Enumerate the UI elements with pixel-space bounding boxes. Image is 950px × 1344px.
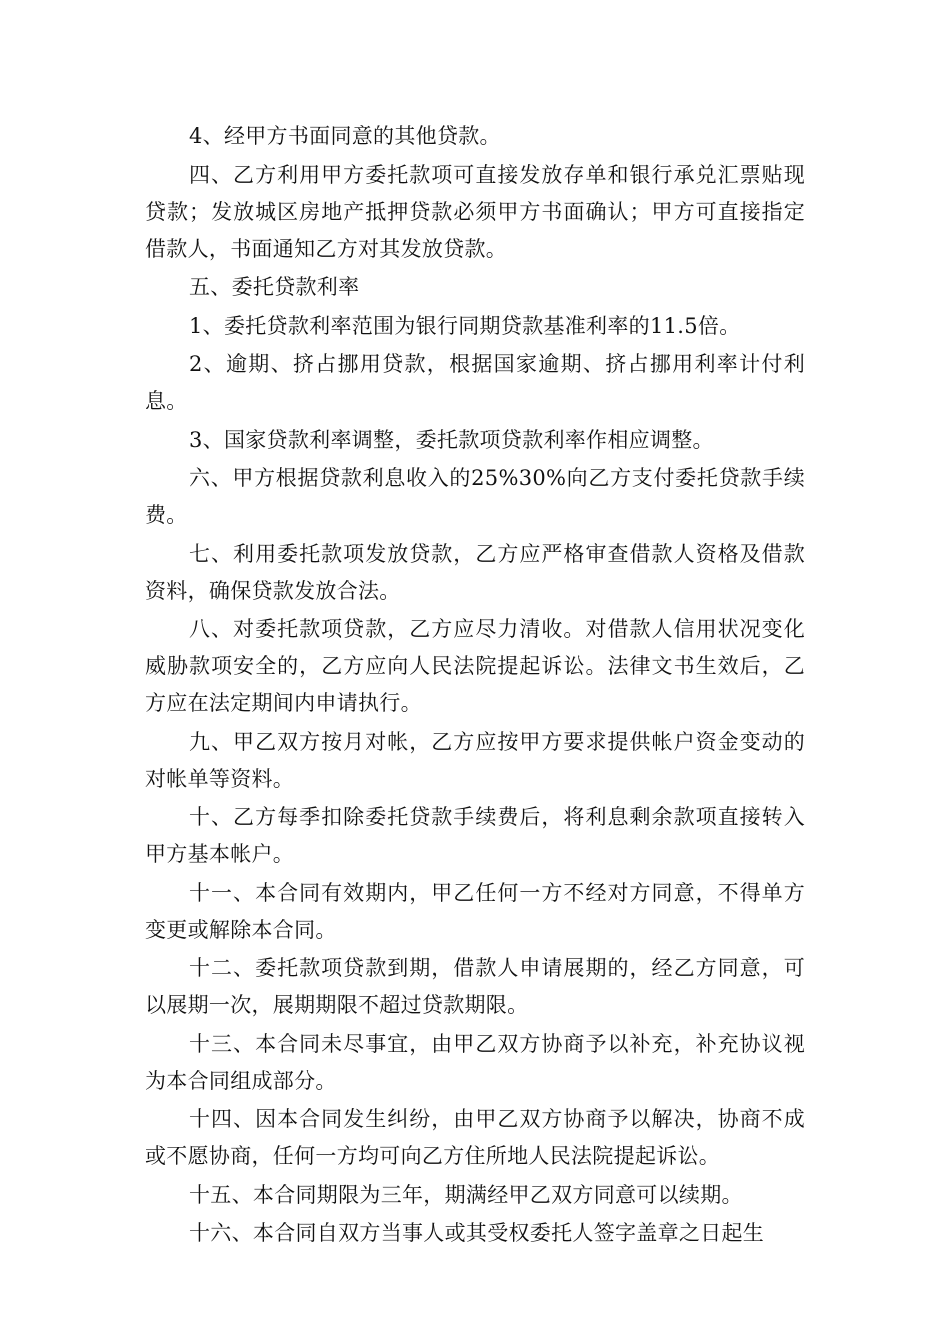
paragraph-clause-5-item-2: 2、逾期、挤占挪用贷款，根据国家逾期、挤占挪用利率计付利息。	[145, 352, 805, 413]
paragraph-clause-15: 十五、本合同期限为三年，期满经甲乙双方同意可以续期。	[189, 1182, 743, 1207]
paragraph-clause-9: 九、甲乙双方按月对帐，乙方应按甲方要求提供帐户资金变动的对帐单等资料。	[145, 729, 805, 791]
paragraph-clause-14: 十四、因本合同发生纠纷，由甲乙双方协商予以解决，协商不成或不愿协商，任何一方均可向乙方住所地人民法院提起诉讼。	[145, 1107, 805, 1168]
paragraph-clause-4-item: 4、经甲方书面同意的其他贷款。	[189, 124, 501, 148]
paragraph-clause-10: 十、乙方每季扣除委托贷款手续费后，将利息剩余款项直接转入甲方基本帐户。	[145, 805, 805, 866]
paragraph-clause-11: 十一、本合同有效期内，甲乙任何一方不经对方同意，不得单方变更或解除本合同。	[145, 880, 805, 942]
document-body	[145, 118, 805, 1254]
paragraph-clause-5-item-1: 1、委托贷款利率范围为银行同期贷款基准利率的11.5倍。	[189, 313, 741, 338]
paragraph-clause-7: 七、利用委托款项发放贷款，乙方应严格审查借款人资格及借款资料，确保贷款发放合法。	[145, 541, 805, 603]
paragraph-clause-5-heading: 五、委托贷款利率	[189, 275, 360, 299]
paragraph-clause-13: 十三、本合同未尽事宜，由甲乙双方协商予以补充，补充协议视为本合同组成部分。	[145, 1031, 805, 1093]
paragraph-clause-5-item-3: 3、国家贷款利率调整，委托款项贷款利率作相应调整。	[189, 427, 714, 452]
paragraph-clause-16: 十六、本合同自双方当事人或其受权委托人签字盖章之日起生	[189, 1221, 765, 1245]
paragraph-clause-4: 四、乙方利用甲方委托款项可直接发放存单和银行承兑汇票贴现贷款；发放城区房地产抵押贷款必须甲方书面确认；甲方可直接指定借款人，书面通知乙方对其发放贷款。	[145, 162, 805, 261]
paragraph-clause-8: 八、对委托款项贷款，乙方应尽力清收。对借款人信用状况变化威胁款项安全的，乙方应向人民法院提起诉讼。法律文书生效后，乙方应在法定期间内申请执行。	[145, 617, 805, 715]
paragraph-clause-6: 六、甲方根据贷款利息收入的25%30%向乙方支付委托贷款手续费。	[145, 466, 805, 527]
paragraph-clause-12: 十二、委托款项贷款到期，借款人申请展期的，经乙方同意，可以展期一次，展期期限不超过贷款期限。	[145, 956, 805, 1017]
